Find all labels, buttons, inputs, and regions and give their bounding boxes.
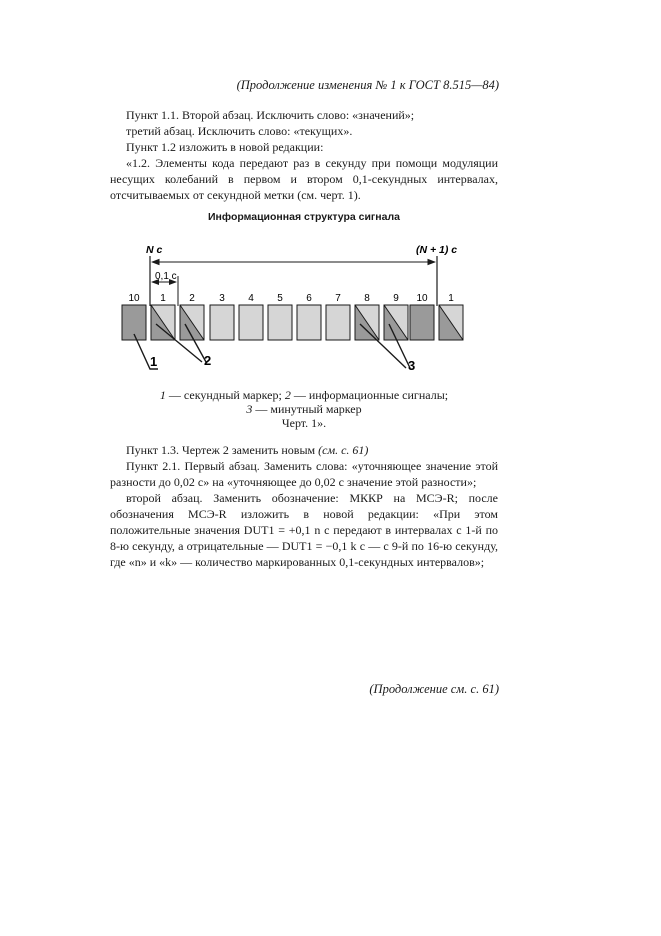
- callout-3: 3: [408, 358, 416, 373]
- callout-2: 2: [204, 353, 212, 368]
- cell: [239, 293, 263, 340]
- paragraph: второй абзац. Заменить обозначение: МККР на МСЭ-R; после обозначения МСЭ-R изложить в новой редакции: «При этом положительные значения DUT1 = +0,1 n с передают в интервалах с 1-й по 8-ю секунду, а отрицательные — DUT1 = −0,1 k с — с 9-й по 16-ю секунду, где «n» и «k» — количество маркированных 0,1-секундных интервалов»;: [110, 491, 498, 569]
- cell-number: 1: [160, 293, 166, 304]
- continuation-header: (Продолжение изменения № 1 к ГОСТ 8.515—84): [236, 78, 499, 92]
- legend-text: — информационные сигналы;: [290, 388, 449, 402]
- cell-number: 4: [248, 293, 254, 304]
- cell-number: 6: [306, 293, 312, 304]
- figure-caption: Черт. 1».: [281, 416, 327, 430]
- label-interval: 0,1 c: [155, 271, 177, 282]
- cell: [326, 293, 350, 340]
- figure-legend: [110, 388, 498, 430]
- cell-number: 8: [364, 293, 370, 304]
- cell-number: 10: [416, 293, 428, 304]
- cell: [439, 293, 463, 340]
- signal-structure-diagram: [110, 238, 480, 378]
- cell: [180, 293, 204, 340]
- paragraph: третий абзац. Исключить слово: «текущих».: [126, 124, 353, 138]
- legend-text: — секундный маркер;: [165, 388, 285, 402]
- cell: [210, 293, 234, 340]
- paragraph: [110, 442, 498, 458]
- callout-1: 1: [150, 354, 158, 369]
- cell: [384, 293, 408, 340]
- paragraph-text: Пункт 1.3. Чертеж 2 заменить новым: [126, 443, 319, 457]
- paragraph: Пункт 1.2 изложить в новой редакции:: [126, 140, 324, 154]
- cell-number: 3: [219, 293, 225, 304]
- cell-number: 7: [335, 293, 341, 304]
- cell: [151, 293, 175, 340]
- cell: [355, 293, 379, 340]
- cell-number: 5: [277, 293, 283, 304]
- label-n-seconds: N c: [146, 244, 163, 256]
- cell: [268, 293, 292, 340]
- cell-number: 2: [189, 293, 195, 304]
- figure-title: Информационная структура сигнала: [208, 211, 400, 223]
- text-block-2: [110, 442, 498, 570]
- legend-key: 2: [284, 388, 291, 402]
- cell: [122, 293, 146, 340]
- cell: [410, 293, 434, 340]
- page-reference: (см. с. 61): [318, 443, 369, 457]
- legend-key: 1: [159, 388, 166, 402]
- legend-text: — минутный маркер: [252, 402, 362, 416]
- text-block-1: [110, 107, 498, 203]
- cell-row: [122, 293, 463, 340]
- cell-number: 1: [448, 293, 454, 304]
- cell: [297, 293, 321, 340]
- continuation-footer: (Продолжение см. с. 61): [369, 682, 499, 696]
- legend-line: [110, 402, 498, 416]
- paragraph: «1.2. Элементы кода передают раз в секунду при помощи модуляции несущих колебаний в первом и втором 0,1-секундных интервалах, отсчитываемых от секундной метки (см. черт. 1).: [110, 156, 498, 202]
- label-n-plus-1-seconds: (N + 1) c: [416, 244, 458, 256]
- paragraph: Пункт 2.1. Первый абзац. Заменить слова: «уточняющее значение этой разности до 0,02 с» на «уточняющее до 0,02 с значение этой разности»;: [110, 459, 498, 489]
- paragraph: Пункт 1.1. Второй абзац. Исключить слово: «значений»;: [126, 108, 415, 122]
- cell-number: 9: [393, 293, 399, 304]
- legend-key: 3: [246, 402, 253, 416]
- legend-line: [110, 388, 498, 402]
- cell-number: 10: [128, 293, 140, 304]
